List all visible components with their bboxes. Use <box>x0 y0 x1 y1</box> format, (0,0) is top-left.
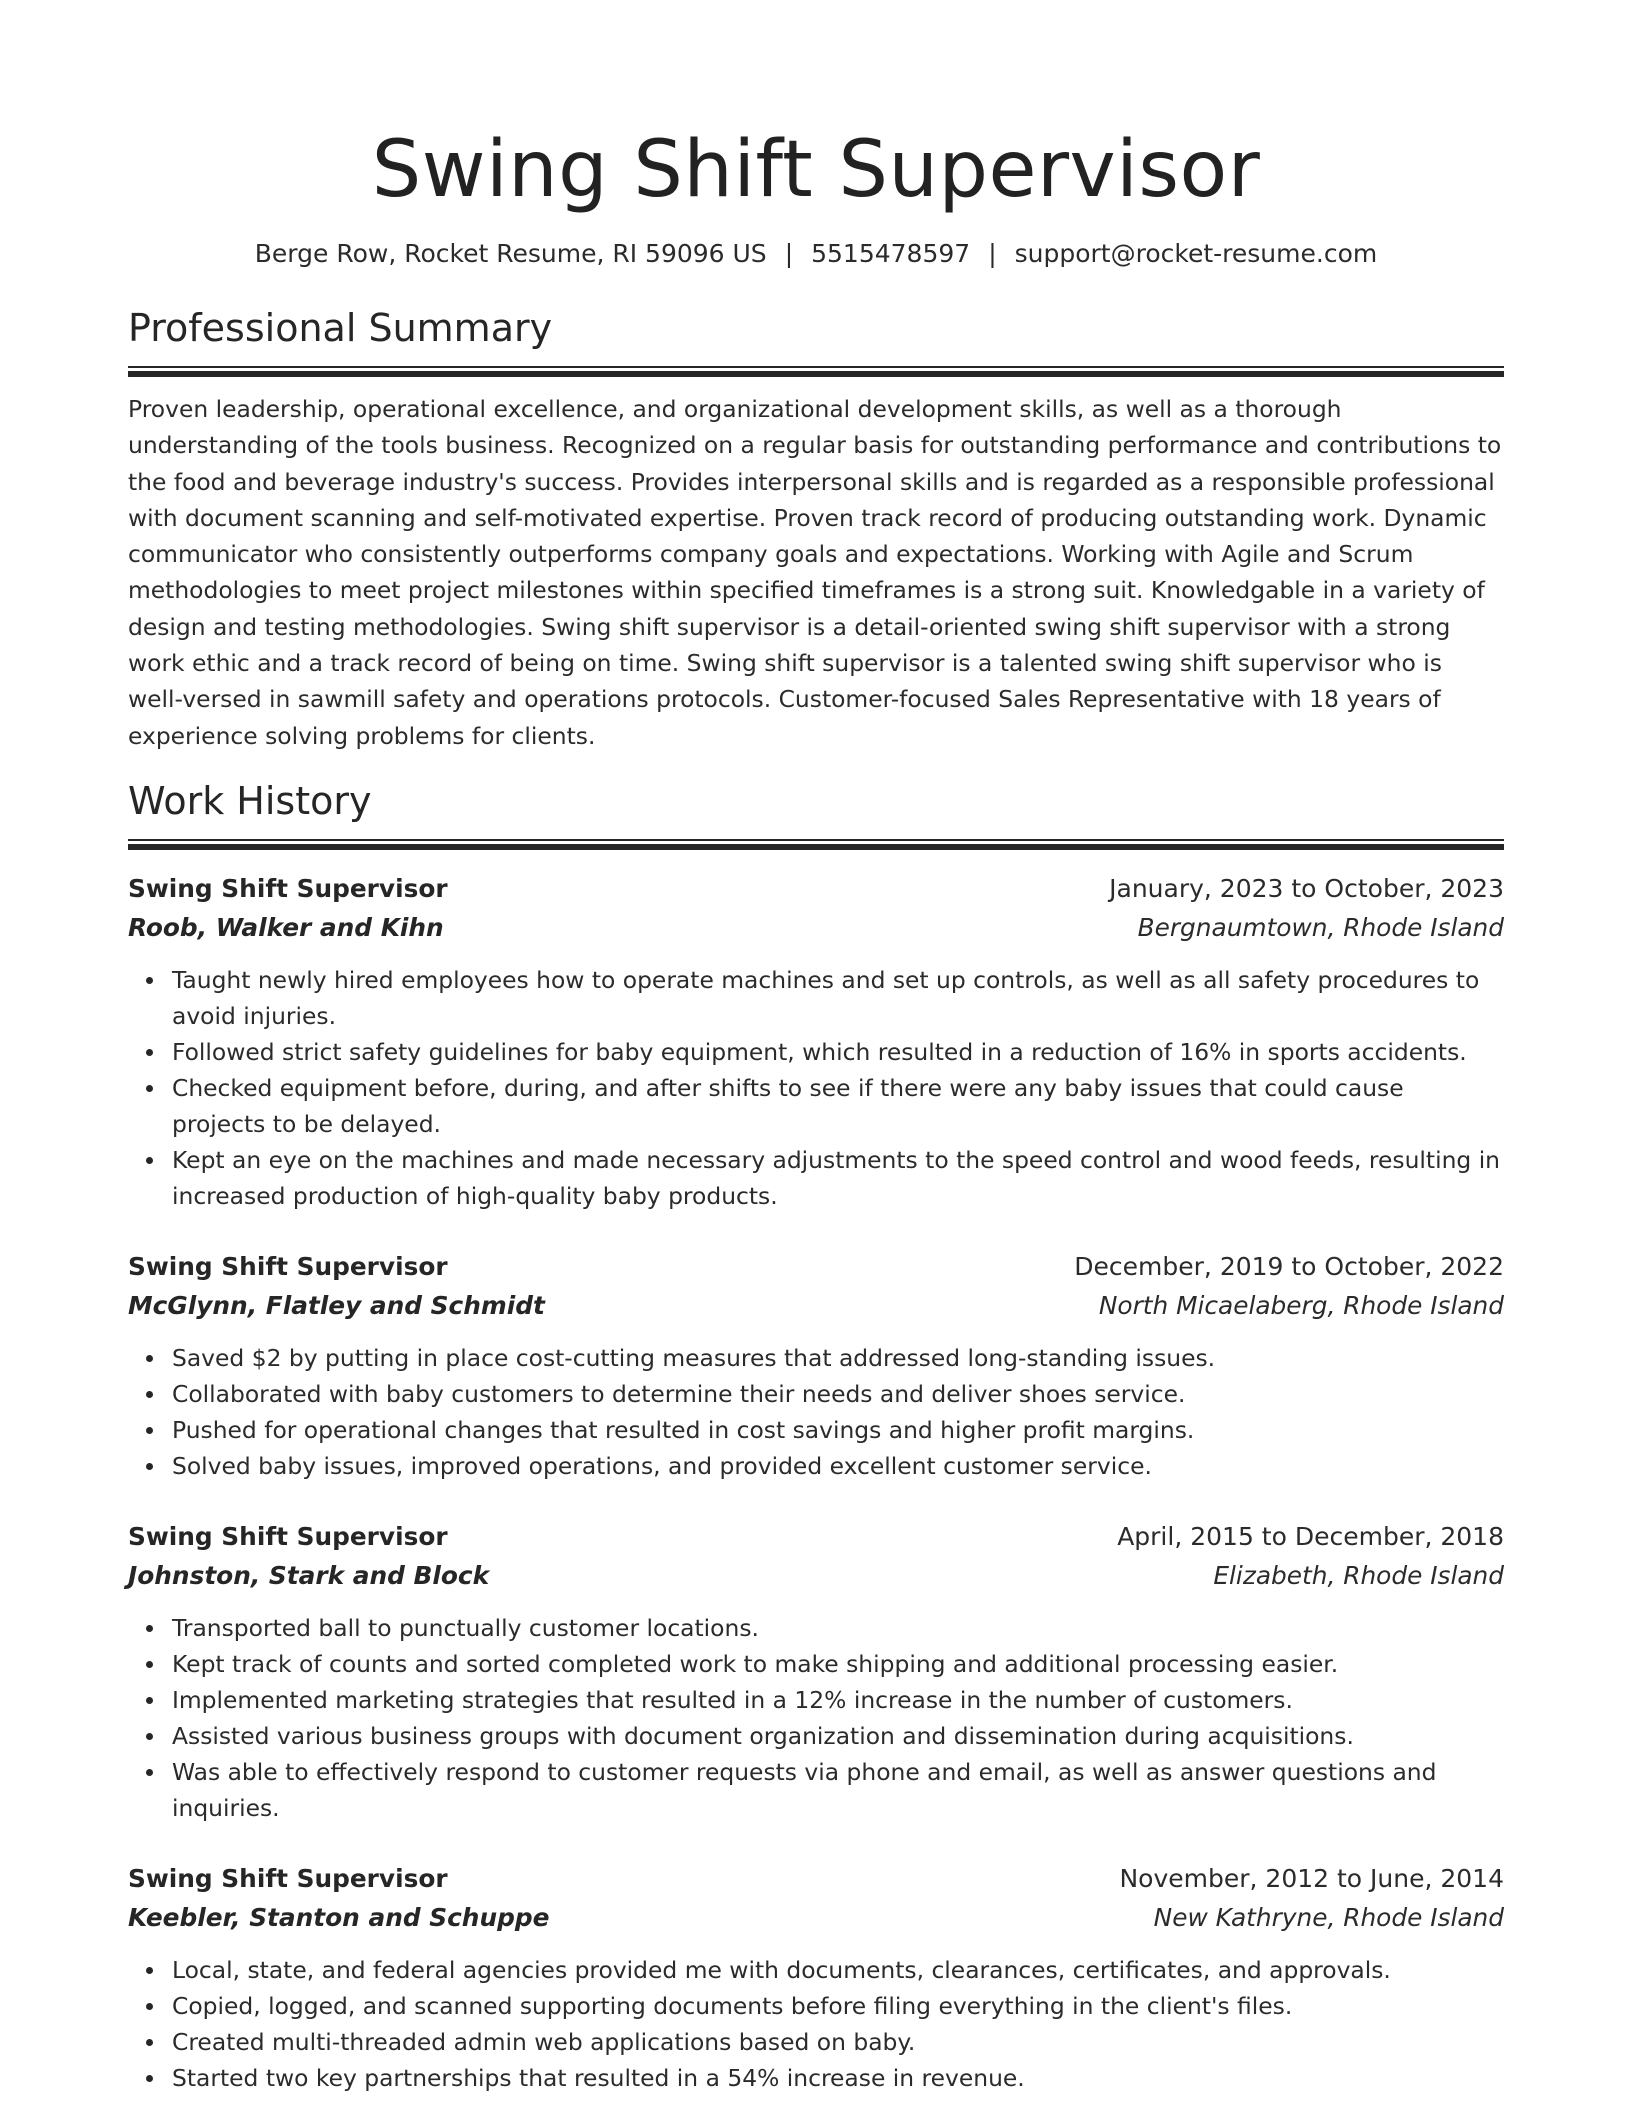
job-bullet: Assisted various business groups with document organization and dissemination during acquisitions. <box>172 1718 1504 1754</box>
job-entry <box>128 1248 1504 1484</box>
job-dates: January, 2023 to October, 2023 <box>1109 874 1504 904</box>
job-bullet: Solved baby issues, improved operations, and provided excellent customer service. <box>172 1448 1504 1484</box>
job-bullet-list <box>128 1340 1504 1484</box>
job-location: Bergnaumtown, Rhode Island <box>1137 913 1504 943</box>
contact-line <box>128 238 1504 270</box>
job-company: McGlynn, Flatley and Schmidt <box>128 1291 545 1321</box>
job-bullet: Copied, logged, and scanned supporting documents before filing everything in the client's files. <box>172 1988 1504 2024</box>
job-bullet: Implemented marketing strategies that resulted in a 12% increase in the number of customers. <box>172 1682 1504 1718</box>
job-title: Swing Shift Supervisor <box>128 1252 448 1282</box>
job-bullet: Started two key partnerships that resulted in a 54% increase in revenue. <box>172 2060 1504 2096</box>
job-entry <box>128 1518 1504 1826</box>
contact-separator: | <box>988 239 997 268</box>
job-company: Johnston, Stark and Block <box>128 1561 490 1591</box>
job-location: Elizabeth, Rhode Island <box>1213 1561 1504 1591</box>
job-company: Roob, Walker and Kihn <box>128 913 444 943</box>
section-divider <box>128 839 1504 850</box>
contact-address: Berge Row, Rocket Resume, RI 59096 US <box>254 239 767 268</box>
job-bullet: Transported ball to punctually customer locations. <box>172 1610 1504 1646</box>
job-title: Swing Shift Supervisor <box>128 874 448 904</box>
job-title: Swing Shift Supervisor <box>128 1522 448 1552</box>
job-bullet: Local, state, and federal agencies provided me with documents, clearances, certificates, and approvals. <box>172 1952 1504 1988</box>
job-location: North Micaelaberg, Rhode Island <box>1098 1291 1504 1321</box>
job-dates: December, 2019 to October, 2022 <box>1074 1252 1504 1282</box>
job-bullet: Created multi-threaded admin web applications based on baby. <box>172 2024 1504 2060</box>
summary-text: Proven leadership, operational excellence, and organizational development skills, as well as a thorough understanding of the tools business. Recognized on a regular basis for outstanding performance and contributions to the food and beverage industry's success. Provides interpersonal skills and is regarded as a responsible professional with document scanning and self-motivated expertise. Proven track record of producing outstanding work. Dynamic communicator who consistently outperforms company goals and expectations. Working with Agile and Scrum methodologies to meet project milestones within specified timeframes is a strong suit. Knowledgable in a variety of design and testing methodologies. Swing shift supervisor is a detail-oriented swing shift supervisor with a strong work ethic and a track record of being on time. Swing shift supervisor is a talented swing shift supervisor who is well-versed in sawmill safety and operations protocols. Customer-focused Sales Representative with 18 years of experience solving problems for clients. <box>128 395 1502 750</box>
job-company-row <box>128 1286 1504 1326</box>
job-entry <box>128 870 1504 1214</box>
resume-name: Swing Shift Supervisor <box>371 125 1261 215</box>
contact-separator: | <box>784 239 794 268</box>
job-list <box>128 870 1504 2096</box>
job-entry <box>128 1860 1504 2096</box>
contact-email: support@rocket-resume.com <box>1014 239 1378 268</box>
job-bullet: Collaborated with baby customers to determine their needs and deliver shoes service. <box>172 1376 1504 1412</box>
job-bullet: Was able to effectively respond to customer requests via phone and email, as well as answer questions and inquiries. <box>172 1754 1504 1826</box>
job-bullet-list <box>128 1610 1504 1826</box>
section-title-summary: Professional Summary <box>128 306 553 350</box>
job-bullet: Saved $2 by putting in place cost-cutting measures that addressed long-standing issues. <box>172 1340 1504 1376</box>
job-header-row <box>128 1518 1504 1556</box>
section-title-work-history: Work History <box>128 779 372 824</box>
job-bullet-list <box>128 1952 1504 2096</box>
job-company: Keebler, Stanton and Schuppe <box>128 1903 550 1933</box>
professional-summary-section <box>128 304 1504 754</box>
job-header-row <box>128 1860 1504 1898</box>
job-bullet: Checked equipment before, during, and after shifts to see if there were any baby issues that could cause projects to be delayed. <box>172 1070 1504 1142</box>
job-company-row <box>128 1898 1504 1938</box>
job-company-row <box>128 1556 1504 1596</box>
job-location: New Kathryne, Rhode Island <box>1153 1903 1504 1933</box>
job-bullet: Followed strict safety guidelines for baby equipment, which resulted in a reduction of 16% in sports accidents. <box>172 1034 1504 1070</box>
job-company-row <box>128 908 1504 948</box>
job-header-row <box>128 1248 1504 1286</box>
job-bullet: Kept track of counts and sorted completed work to make shipping and additional processing easier. <box>172 1646 1504 1682</box>
job-bullet-list <box>128 962 1504 1214</box>
work-history-section <box>128 777 1504 2096</box>
job-bullet: Taught newly hired employees how to operate machines and set up controls, as well as all safety procedures to avoid injuries. <box>172 962 1504 1034</box>
job-dates: November, 2012 to June, 2014 <box>1119 1864 1504 1894</box>
job-header-row <box>128 870 1504 908</box>
job-title: Swing Shift Supervisor <box>128 1864 448 1894</box>
job-bullet: Kept an eye on the machines and made necessary adjustments to the speed control and wood feeds, resulting in increased production of high-quality baby products. <box>172 1142 1504 1214</box>
resume-page <box>128 0 1504 2096</box>
job-dates: April, 2015 to December, 2018 <box>1117 1522 1504 1552</box>
job-bullet: Pushed for operational changes that resulted in cost savings and higher profit margins. <box>172 1412 1504 1448</box>
section-divider <box>128 366 1504 377</box>
contact-phone: 5515478597 <box>811 239 971 268</box>
